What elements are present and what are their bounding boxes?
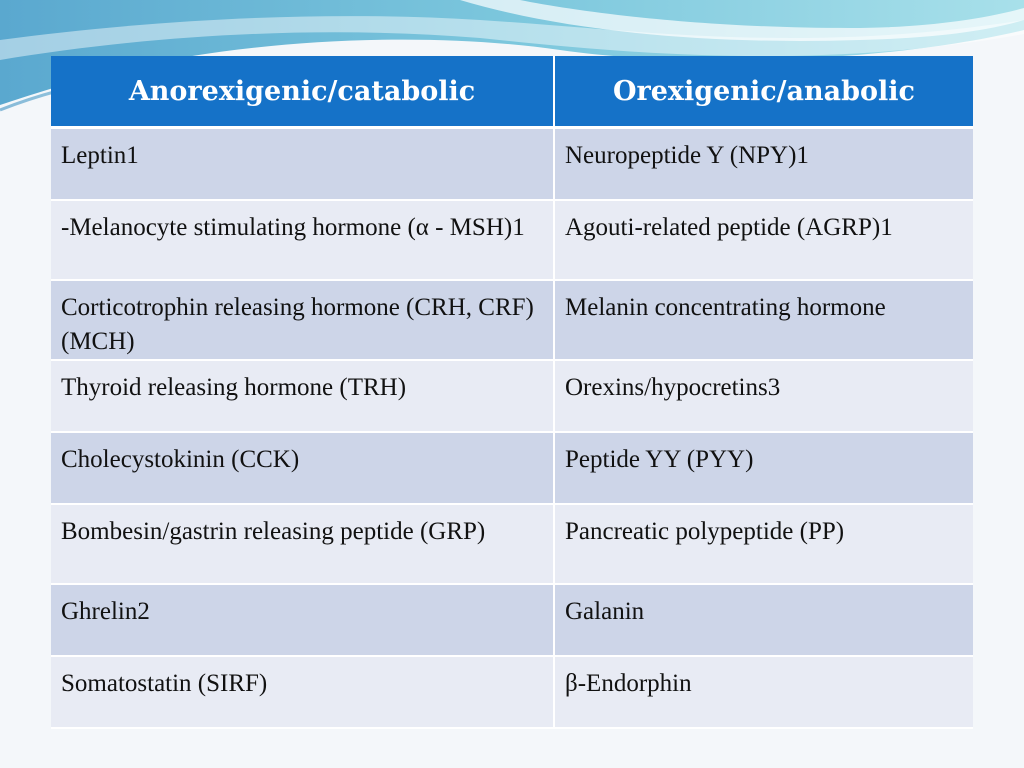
anorexigenic-cell: Cholecystokinin (CCK) bbox=[51, 432, 554, 504]
anorexigenic-cell: Leptin1 bbox=[51, 128, 554, 201]
anorexigenic-cell: Corticotrophin releasing hormone (CRH, CRF) (MCH) bbox=[51, 280, 554, 360]
header-anorexigenic: Anorexigenic/catabolic bbox=[51, 56, 554, 128]
orexigenic-cell: Pancreatic polypeptide (PP) bbox=[554, 504, 973, 584]
orexigenic-cell: Melanin concentrating hormone bbox=[554, 280, 973, 360]
table-row bbox=[51, 280, 973, 360]
table-header-row bbox=[51, 56, 973, 128]
hormone-table bbox=[51, 56, 973, 729]
anorexigenic-cell: Thyroid releasing hormone (TRH) bbox=[51, 360, 554, 432]
table-row bbox=[51, 200, 973, 280]
orexigenic-cell: Galanin bbox=[554, 584, 973, 656]
orexigenic-cell: Agouti-related peptide (AGRP)1 bbox=[554, 200, 973, 280]
table-row bbox=[51, 504, 973, 584]
hormone-table-container bbox=[51, 56, 973, 729]
orexigenic-cell: Neuropeptide Y (NPY)1 bbox=[554, 128, 973, 201]
table-row bbox=[51, 360, 973, 432]
anorexigenic-cell: Ghrelin2 bbox=[51, 584, 554, 656]
table-row bbox=[51, 656, 973, 728]
anorexigenic-cell: Somatostatin (SIRF) bbox=[51, 656, 554, 728]
table-row bbox=[51, 432, 973, 504]
orexigenic-cell: Peptide YY (PYY) bbox=[554, 432, 973, 504]
header-orexigenic: Orexigenic/anabolic bbox=[554, 56, 973, 128]
orexigenic-cell: Orexins/hypocretins3 bbox=[554, 360, 973, 432]
anorexigenic-cell: Bombesin/gastrin releasing peptide (GRP) bbox=[51, 504, 554, 584]
anorexigenic-cell: -Melanocyte stimulating hormone (α - MSH)1 bbox=[51, 200, 554, 280]
orexigenic-cell: β-Endorphin bbox=[554, 656, 973, 728]
table-row bbox=[51, 584, 973, 656]
table-row bbox=[51, 128, 973, 201]
